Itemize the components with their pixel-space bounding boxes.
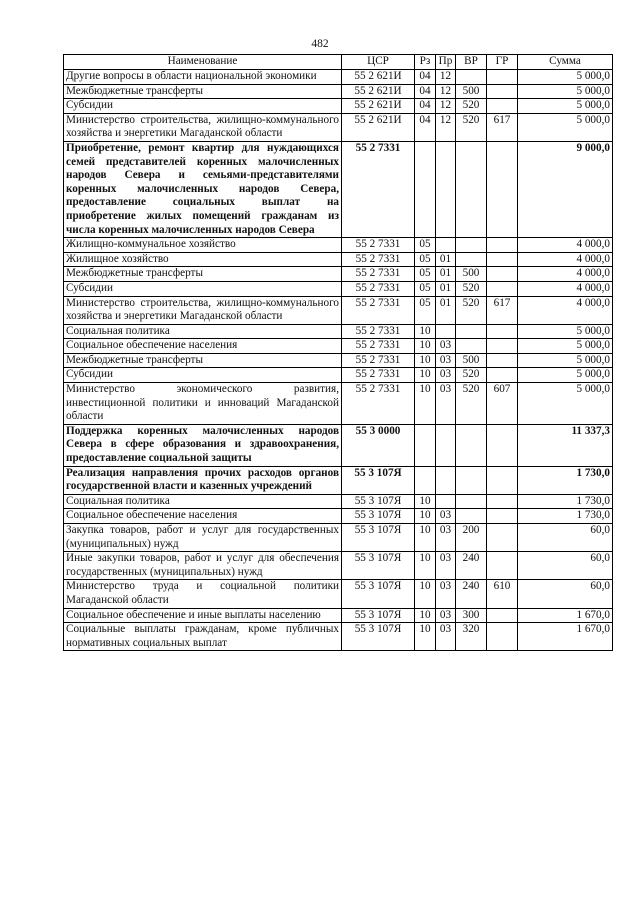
table-row <box>64 580 613 608</box>
cell-gr <box>487 552 518 580</box>
table-row <box>64 99 613 114</box>
cell-sum: 5 000,0 <box>518 339 613 354</box>
cell-pr <box>436 466 456 494</box>
cell-pr: 12 <box>436 99 456 114</box>
table-row <box>64 552 613 580</box>
cell-csr: 55 2 7331 <box>342 383 415 425</box>
cell-rz: 10 <box>415 552 436 580</box>
cell-sum: 9 000,0 <box>518 141 613 237</box>
cell-sum: 5 000,0 <box>518 99 613 114</box>
cell-gr: 617 <box>487 296 518 324</box>
header-gr: ГР <box>487 55 518 70</box>
header-vr: ВР <box>456 55 487 70</box>
cell-sum: 5 000,0 <box>518 324 613 339</box>
cell-pr: 03 <box>436 383 456 425</box>
cell-csr: 55 2 621И <box>342 113 415 141</box>
cell-vr: 500 <box>456 353 487 368</box>
cell-pr: 03 <box>436 353 456 368</box>
cell-vr: 240 <box>456 552 487 580</box>
cell-name: Другие вопросы в области национальной экономики <box>64 70 342 85</box>
cell-gr <box>487 252 518 267</box>
cell-name: Приобретение, ремонт квартир для нуждающихся семей представителей коренных малочисленных народов Севера и семьями-представителями коренных малочисленных народов Севера, предоставление социальных выплат на приобретение жилых помещений гражданам из числа коренных малочисленных народов Севера <box>64 141 342 237</box>
cell-name: Социальная политика <box>64 324 342 339</box>
cell-name: Министерство строительства, жилищно-коммунального хозяйства и энергетики Магаданской области <box>64 296 342 324</box>
cell-vr: 500 <box>456 84 487 99</box>
cell-rz: 10 <box>415 580 436 608</box>
cell-csr: 55 2 7331 <box>342 368 415 383</box>
cell-sum: 4 000,0 <box>518 238 613 253</box>
cell-vr <box>456 509 487 524</box>
cell-rz: 05 <box>415 296 436 324</box>
table-row <box>64 608 613 623</box>
table-row <box>64 252 613 267</box>
cell-vr <box>456 466 487 494</box>
cell-pr: 01 <box>436 281 456 296</box>
cell-rz: 10 <box>415 383 436 425</box>
table-row <box>64 113 613 141</box>
cell-pr: 12 <box>436 70 456 85</box>
page-number: 482 <box>311 38 329 50</box>
cell-pr: 01 <box>436 252 456 267</box>
cell-pr: 03 <box>436 368 456 383</box>
header-sum: Сумма <box>518 55 613 70</box>
cell-vr <box>456 339 487 354</box>
cell-sum: 60,0 <box>518 552 613 580</box>
cell-gr <box>487 267 518 282</box>
cell-gr <box>487 238 518 253</box>
table-row <box>64 324 613 339</box>
cell-sum: 4 000,0 <box>518 281 613 296</box>
cell-pr <box>436 141 456 237</box>
header-csr: ЦСР <box>342 55 415 70</box>
cell-name: Реализация направления прочих расходов органов государственной власти и казенных учреждений <box>64 466 342 494</box>
cell-sum: 5 000,0 <box>518 353 613 368</box>
header-name: Наименование <box>64 55 342 70</box>
table-row <box>64 267 613 282</box>
cell-vr: 520 <box>456 296 487 324</box>
table-row <box>64 353 613 368</box>
cell-sum: 5 000,0 <box>518 368 613 383</box>
cell-pr: 01 <box>436 296 456 324</box>
table-row <box>64 509 613 524</box>
table-row <box>64 339 613 354</box>
cell-csr: 55 2 621И <box>342 70 415 85</box>
cell-vr <box>456 70 487 85</box>
cell-sum: 4 000,0 <box>518 296 613 324</box>
cell-sum: 4 000,0 <box>518 252 613 267</box>
header-pr: Пр <box>436 55 456 70</box>
cell-rz: 04 <box>415 70 436 85</box>
cell-csr: 55 2 7331 <box>342 238 415 253</box>
cell-name: Межбюджетные трансферты <box>64 84 342 99</box>
cell-rz: 05 <box>415 267 436 282</box>
cell-csr: 55 3 107Я <box>342 608 415 623</box>
cell-pr: 03 <box>436 509 456 524</box>
cell-sum: 1 730,0 <box>518 509 613 524</box>
cell-name: Межбюджетные трансферты <box>64 353 342 368</box>
cell-pr: 12 <box>436 84 456 99</box>
cell-rz: 04 <box>415 84 436 99</box>
cell-sum: 5 000,0 <box>518 70 613 85</box>
cell-name: Социальное обеспечение и иные выплаты населению <box>64 608 342 623</box>
cell-rz <box>415 141 436 237</box>
cell-gr <box>487 424 518 466</box>
cell-csr: 55 2 7331 <box>342 252 415 267</box>
cell-sum: 1 670,0 <box>518 623 613 651</box>
cell-gr <box>487 623 518 651</box>
cell-vr: 520 <box>456 113 487 141</box>
cell-pr <box>436 238 456 253</box>
cell-rz: 10 <box>415 324 436 339</box>
cell-csr: 55 2 7331 <box>342 324 415 339</box>
cell-sum: 1 730,0 <box>518 494 613 509</box>
header-rz: Рз <box>415 55 436 70</box>
cell-csr: 55 3 107Я <box>342 466 415 494</box>
table-row <box>64 84 613 99</box>
cell-rz: 10 <box>415 524 436 552</box>
table-row <box>64 141 613 237</box>
cell-vr: 240 <box>456 580 487 608</box>
cell-name: Министерство труда и социальной политики Магаданской области <box>64 580 342 608</box>
cell-rz: 04 <box>415 99 436 114</box>
cell-rz: 10 <box>415 339 436 354</box>
table-row <box>64 494 613 509</box>
cell-rz <box>415 466 436 494</box>
cell-vr: 300 <box>456 608 487 623</box>
cell-gr <box>487 353 518 368</box>
table-row <box>64 70 613 85</box>
cell-csr: 55 3 107Я <box>342 552 415 580</box>
cell-pr: 03 <box>436 339 456 354</box>
table-row <box>64 281 613 296</box>
cell-vr: 520 <box>456 99 487 114</box>
cell-name: Субсидии <box>64 99 342 114</box>
cell-csr: 55 3 107Я <box>342 509 415 524</box>
cell-csr: 55 3 0000 <box>342 424 415 466</box>
cell-name: Министерство экономического развития, инвестиционной политики и инноваций Магаданской области <box>64 383 342 425</box>
cell-vr <box>456 494 487 509</box>
cell-vr <box>456 324 487 339</box>
cell-rz: 10 <box>415 368 436 383</box>
cell-rz: 10 <box>415 509 436 524</box>
cell-pr: 03 <box>436 623 456 651</box>
cell-pr: 12 <box>436 113 456 141</box>
cell-pr: 03 <box>436 608 456 623</box>
cell-sum: 60,0 <box>518 524 613 552</box>
cell-rz: 04 <box>415 113 436 141</box>
table-row <box>64 424 613 466</box>
cell-gr <box>487 466 518 494</box>
cell-gr <box>487 141 518 237</box>
cell-sum: 11 337,3 <box>518 424 613 466</box>
cell-gr <box>487 281 518 296</box>
cell-gr <box>487 84 518 99</box>
cell-pr: 03 <box>436 580 456 608</box>
cell-rz: 10 <box>415 353 436 368</box>
table-row <box>64 383 613 425</box>
cell-gr <box>487 70 518 85</box>
cell-rz: 10 <box>415 623 436 651</box>
table-row <box>64 368 613 383</box>
cell-csr: 55 2 7331 <box>342 281 415 296</box>
cell-vr <box>456 238 487 253</box>
cell-name: Субсидии <box>64 368 342 383</box>
cell-sum: 5 000,0 <box>518 84 613 99</box>
cell-rz: 05 <box>415 252 436 267</box>
cell-csr: 55 2 7331 <box>342 267 415 282</box>
cell-pr <box>436 494 456 509</box>
table-body <box>64 70 613 651</box>
cell-vr: 500 <box>456 267 487 282</box>
cell-name: Иные закупки товаров, работ и услуг для обеспечения государственных (муниципальных) нужд <box>64 552 342 580</box>
budget-table <box>63 54 613 651</box>
table-row <box>64 623 613 651</box>
cell-name: Социальные выплаты гражданам, кроме публичных нормативных социальных выплат <box>64 623 342 651</box>
cell-rz: 10 <box>415 608 436 623</box>
table-row <box>64 466 613 494</box>
cell-gr <box>487 608 518 623</box>
cell-sum: 1 670,0 <box>518 608 613 623</box>
cell-gr: 607 <box>487 383 518 425</box>
cell-csr: 55 2 7331 <box>342 339 415 354</box>
cell-sum: 4 000,0 <box>518 267 613 282</box>
cell-gr <box>487 99 518 114</box>
cell-vr <box>456 424 487 466</box>
cell-rz: 05 <box>415 238 436 253</box>
cell-pr: 03 <box>436 524 456 552</box>
cell-gr <box>487 524 518 552</box>
cell-csr: 55 3 107Я <box>342 524 415 552</box>
cell-csr: 55 3 107Я <box>342 580 415 608</box>
cell-rz: 10 <box>415 494 436 509</box>
cell-gr <box>487 509 518 524</box>
cell-vr: 520 <box>456 383 487 425</box>
table-row <box>64 524 613 552</box>
cell-sum: 1 730,0 <box>518 466 613 494</box>
table-header <box>64 55 613 70</box>
table-row <box>64 238 613 253</box>
cell-pr: 03 <box>436 552 456 580</box>
cell-rz: 05 <box>415 281 436 296</box>
cell-vr: 200 <box>456 524 487 552</box>
cell-csr: 55 2 621И <box>342 99 415 114</box>
table-row <box>64 296 613 324</box>
cell-csr: 55 2 7331 <box>342 353 415 368</box>
cell-gr <box>487 324 518 339</box>
cell-vr <box>456 141 487 237</box>
cell-sum: 60,0 <box>518 580 613 608</box>
cell-gr <box>487 368 518 383</box>
cell-name: Социальное обеспечение населения <box>64 509 342 524</box>
header-row <box>64 55 613 70</box>
cell-name: Жилищное хозяйство <box>64 252 342 267</box>
cell-sum: 5 000,0 <box>518 113 613 141</box>
cell-gr <box>487 494 518 509</box>
cell-name: Субсидии <box>64 281 342 296</box>
cell-name: Жилищно-коммунальное хозяйство <box>64 238 342 253</box>
cell-csr: 55 3 107Я <box>342 494 415 509</box>
cell-pr: 01 <box>436 267 456 282</box>
cell-name: Социальная политика <box>64 494 342 509</box>
cell-csr: 55 2 7331 <box>342 296 415 324</box>
cell-pr <box>436 324 456 339</box>
cell-pr <box>436 424 456 466</box>
cell-vr: 520 <box>456 368 487 383</box>
cell-vr: 320 <box>456 623 487 651</box>
cell-vr <box>456 252 487 267</box>
cell-gr: 610 <box>487 580 518 608</box>
cell-name: Министерство строительства, жилищно-коммунального хозяйства и энергетики Магаданской области <box>64 113 342 141</box>
cell-name: Социальное обеспечение населения <box>64 339 342 354</box>
cell-vr: 520 <box>456 281 487 296</box>
cell-csr: 55 2 7331 <box>342 141 415 237</box>
cell-rz <box>415 424 436 466</box>
cell-name: Межбюджетные трансферты <box>64 267 342 282</box>
cell-csr: 55 3 107Я <box>342 623 415 651</box>
cell-gr: 617 <box>487 113 518 141</box>
cell-gr <box>487 339 518 354</box>
cell-sum: 5 000,0 <box>518 383 613 425</box>
cell-csr: 55 2 621И <box>342 84 415 99</box>
cell-name: Закупка товаров, работ и услуг для государственных (муниципальных) нужд <box>64 524 342 552</box>
cell-name: Поддержка коренных малочисленных народов Севера в сфере образования и здравоохранения, предоставление социальной защиты <box>64 424 342 466</box>
